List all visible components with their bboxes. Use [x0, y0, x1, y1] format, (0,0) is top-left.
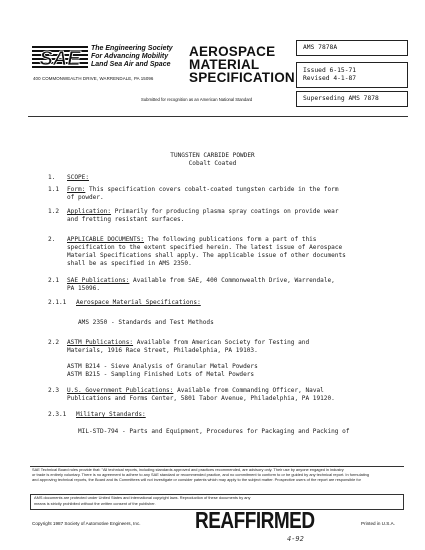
- section-2-label: APPLICABLE DOCUMENTS:: [67, 236, 145, 243]
- section-2-1-1-label: Aerospace Material Specifications:: [76, 299, 201, 306]
- society-line-1: The Engineering Society: [91, 45, 173, 52]
- section-2-2-cont: Materials, 1916 Race Street, Philadelphia, PA 19103.: [67, 347, 258, 354]
- doc-subtitle: Cobalt Coated: [188, 160, 237, 167]
- supersedes: Superseding AMS 7878: [303, 95, 379, 102]
- section-2-cont-1: specification to the extent specified herein. The latest issue of Aerospace: [67, 244, 343, 251]
- section-2-1-label: SAE Publications:: [67, 277, 130, 284]
- footer-note-2: or trade is entirely voluntary. There is no agreement to adhere to any SAE standard or recommended practice, and no commitment to conform to or be guided by any technical report. In formulating: [32, 472, 370, 477]
- sae-logo: [32, 44, 88, 70]
- section-1-heading: SCOPE:: [67, 174, 90, 181]
- section-2-3-cont: Publications and Forms Center, 5801 Tabor Avenue, Philadelphia, PA 19120.: [67, 395, 335, 402]
- section-2-3-1-label: Military Standards:: [76, 411, 146, 418]
- issued-date: Issued 6-15-71: [303, 67, 357, 74]
- section-1-2-label: Application:: [67, 208, 112, 215]
- revised-date: Revised 4-1-87: [303, 75, 357, 82]
- section-1-2-number: 1.2: [48, 208, 60, 215]
- reaffirmed-stamp: REAFFIRMED: [195, 509, 315, 535]
- section-2-cont-3: shall be as specified in AMS 2350.: [67, 260, 192, 267]
- footer-note-1: SAE Technical Board rules provide that: "All technical reports, including standards approved and practices recommended, are advisory only. Their use by anyone engaged in industry: [32, 467, 344, 472]
- section-2-2-label: ASTM Publications:: [67, 339, 134, 346]
- section-2-line: [67, 236, 316, 243]
- copyright-notice-line-1: AMS documents are protected under United States and international copyright laws. Reproduction of these documents by any: [34, 495, 251, 500]
- section-1-2-line: [67, 208, 339, 215]
- section-2-2-text: Available from American Society for Testing and: [136, 339, 310, 346]
- section-2-1-1-number: 2.1.1: [48, 299, 67, 306]
- section-2-3-1-number: 2.3.1: [48, 411, 67, 418]
- footer-note-3: and approving technical reports, the Board and its Committees will not investigate or consider patents which may apply to the subject matter. Prospective users of the report are responsible for: [32, 477, 361, 482]
- section-2-2-item-1: ASTM B214 - Sieve Analysis of Granular Metal Powders: [67, 363, 258, 370]
- title-material: MATERIAL: [189, 57, 260, 72]
- society-address: 400 COMMONWEALTH DRIVE, WARRENDALE, PA 15096: [33, 76, 154, 81]
- section-2-2-item-2: ASTM B215 - Sampling Finished Lots of Metal Powders: [67, 371, 255, 378]
- section-2-1-line: [67, 277, 335, 284]
- section-2-3-text: Available from Commanding Officer, Naval: [177, 387, 324, 394]
- section-2-cont-2: Material Specifications shall apply. The applicable issue of other documents: [67, 252, 346, 259]
- section-1-1-cont: of powder.: [67, 194, 104, 201]
- section-1-1-line: [67, 186, 339, 193]
- section-2-number: 2.: [48, 236, 56, 243]
- copyright-notice-line-2: means is strictly prohibited without the written consent of the publisher.: [34, 501, 156, 506]
- section-1-2-cont: and fretting resistant surfaces.: [67, 216, 185, 223]
- society-line-3: Land Sea Air and Space: [91, 61, 171, 68]
- section-2-1-cont: PA 15096.: [67, 285, 101, 292]
- section-2-2-line: [67, 339, 309, 346]
- section-1-1-number: 1.1: [48, 186, 60, 193]
- section-1-number: 1.: [48, 174, 56, 181]
- section-1-1-label: Form:: [67, 186, 86, 193]
- title-aerospace: AEROSPACE: [189, 44, 276, 59]
- section-2-1-1-item: AMS 2350 - Standards and Test Methods: [78, 319, 214, 326]
- section-2-3-label: U.S. Government Publications:: [67, 387, 174, 394]
- supersedes-box: [296, 91, 408, 107]
- section-2-3-line: [67, 387, 324, 394]
- doc-title: TUNGSTEN CARBIDE POWDER: [170, 152, 255, 159]
- copyright-notice-box: [30, 494, 404, 510]
- section-2-2-number: 2.2: [48, 339, 60, 346]
- section-1-1-text: This specification covers cobalt-coated tungsten carbide in the form: [89, 186, 339, 193]
- society-line-2: For Advancing Mobility: [91, 53, 169, 60]
- copyright-line: Copyright 1987 Society of Automotive Engineers, Inc.: [32, 521, 141, 526]
- section-2-3-1-item: MIL-STD-794 - Parts and Equipment, Procedures for Packaging and Packing of: [78, 428, 350, 435]
- svg-text:SAE: SAE: [39, 48, 81, 70]
- section-1-2-text: Primarily for producing plasma spray coatings on provide wear: [114, 208, 339, 215]
- section-2-1-text: Available from SAE, 400 Commonwealth Drive, Warrendale,: [133, 277, 335, 284]
- section-2-3-number: 2.3: [48, 387, 60, 394]
- spec-number-box: [296, 40, 408, 56]
- spec-number: AMS 7878A: [303, 44, 338, 51]
- submitted-note: Submitted for recognition as an American National Standard: [141, 97, 253, 102]
- issue-box: [296, 62, 408, 88]
- title-specification: SPECIFICATION: [189, 70, 295, 85]
- stamp-date: 4-92: [287, 535, 304, 543]
- printed-in: Printed in U.S.A.: [361, 521, 395, 526]
- section-2-text: The following publications form a part of this: [147, 236, 317, 243]
- section-2-1-number: 2.1: [48, 277, 60, 284]
